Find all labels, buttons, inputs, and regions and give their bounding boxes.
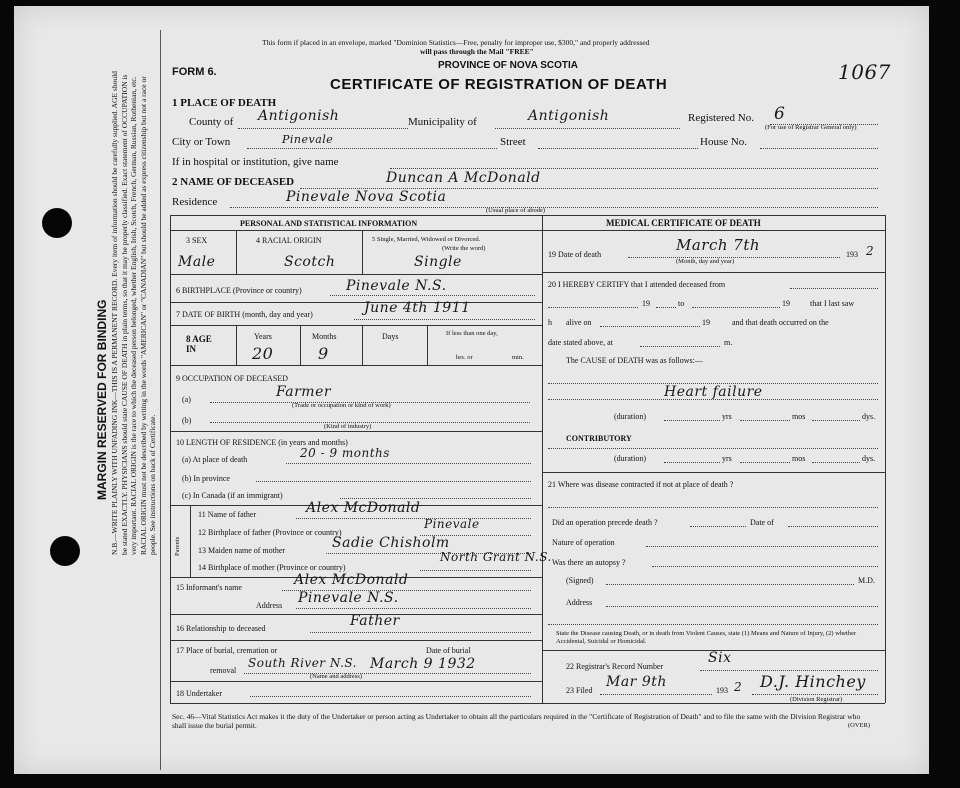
certificate-title: CERTIFICATE OF REGISTRATION OF DEATH xyxy=(330,76,668,93)
filed-year: 193 xyxy=(716,686,728,695)
registered-no: 6 xyxy=(774,104,786,124)
year-printed: 193 xyxy=(846,250,858,259)
autopsy-label: Was there an autopsy ? xyxy=(552,558,626,567)
date-of-label: Date of xyxy=(750,518,774,527)
mother-birthplace-label: 14 Birthplace of mother (Province or country) xyxy=(198,563,346,572)
record-label: 22 Registrar's Record Number xyxy=(566,662,664,671)
residence-note: (Usual place of abode) xyxy=(486,207,546,214)
burial-label: 17 Place of burial, cremation or xyxy=(176,646,278,655)
occupation-a-label: (a) xyxy=(182,395,191,404)
relationship-value: Father xyxy=(350,613,400,629)
relationship-label: 16 Relationship to deceased xyxy=(176,624,266,633)
date-death-note: (Month, day and year) xyxy=(676,258,735,265)
residence-value: Pinevale Nova Scotia xyxy=(286,189,447,205)
deceased-name-label: 2 NAME OF DECEASED xyxy=(172,176,295,188)
mother-label: 13 Maiden name of mother xyxy=(198,546,286,555)
over-label: (OVER) xyxy=(848,722,871,729)
contributory-label: CONTRIBUTORY xyxy=(566,434,632,443)
filed-label: 23 Filed xyxy=(566,686,593,695)
min-label: min. xyxy=(512,354,524,361)
birthplace-label: 6 BIRTHPLACE (Province or country) xyxy=(176,286,302,295)
dys-label: dys. xyxy=(862,412,876,421)
hrs-label: hrs. or xyxy=(456,354,473,361)
age-months: 9 xyxy=(318,344,329,363)
marital-note: (Write the word) xyxy=(442,245,486,252)
signed-label: (Signed) xyxy=(566,576,594,585)
informant-address: Pinevale N.S. xyxy=(298,590,399,606)
med-address-label: Address xyxy=(566,598,593,607)
undertaker-note: (Name and address) xyxy=(310,673,362,680)
dob-label: 7 DATE OF BIRTH (month, day and year) xyxy=(176,310,313,319)
age-years: 20 xyxy=(252,344,274,363)
deceased-name: Duncan A McDonald xyxy=(386,170,541,186)
occupation-b-label: (b) xyxy=(182,416,192,425)
md-label: M.D. xyxy=(858,576,875,585)
residence-length-label: 10 LENGTH OF RESIDENCE (in years and months) xyxy=(176,438,348,447)
age-label: 8 AGE IN xyxy=(186,334,212,354)
informant-value: Alex McDonald xyxy=(294,572,409,588)
house-label: House No. xyxy=(700,136,748,148)
residence-label: Residence xyxy=(172,196,218,208)
occupation-value: Farmer xyxy=(276,384,332,400)
medical-heading: MEDICAL CERTIFICATE OF DEATH xyxy=(606,218,761,228)
certify-label: 20 I HEREBY CERTIFY that I attended deceased from xyxy=(548,280,726,289)
days-label: Days xyxy=(382,332,399,341)
mother-value: Sadie Chisholm xyxy=(332,535,450,551)
date-burial-label: Date of burial xyxy=(426,646,471,655)
cause-value: Heart failure xyxy=(664,384,763,400)
date-death-label: 19 Date of death xyxy=(548,250,602,259)
binding-hole-top xyxy=(42,208,72,238)
corner-number: 1067 xyxy=(838,60,891,84)
occupation-b-note: (Kind of industry) xyxy=(324,423,372,430)
sex-label: 3 SEX xyxy=(186,236,208,245)
death-occurred-label: and that death occurred on the xyxy=(732,318,829,327)
parents-label: Parents xyxy=(174,536,181,556)
sec46-note: Sec. 46—Vital Statistics Act makes it the duty of the Undertaker or person acting as Undertaker to obtain all the particulars required in the "Certificate of Registration of Death" and to file the same with the Division Registrar who shall issue the burial permit. xyxy=(172,712,861,730)
marital-label: 5 Single, Married, Widowed or Divorced. xyxy=(372,236,481,243)
hospital-label: If in hospital or institution, give name xyxy=(172,156,339,168)
dob-value: June 4th 1911 xyxy=(364,300,471,316)
duration-label: (duration) xyxy=(614,412,646,421)
racial-label: 4 RACIAL ORIGIN xyxy=(256,236,322,245)
province-heading: PROVINCE OF NOVA SCOTIA xyxy=(438,60,579,71)
year-written: 2 xyxy=(866,244,875,258)
removal-label: removal xyxy=(210,666,237,675)
city-value: Pinevale xyxy=(282,133,334,146)
line-19: 19 xyxy=(642,299,650,308)
m-label: m. xyxy=(724,338,733,347)
margin-reserved-label: MARGIN RESERVED FOR BINDING xyxy=(95,299,109,500)
cause-label: The CAUSE of DEATH was as follows:— xyxy=(566,356,703,365)
county-label: County of xyxy=(189,116,234,128)
racial-value: Scotch xyxy=(284,254,336,270)
months-label: Months xyxy=(312,332,337,341)
violent-note: State the Disease causing Death, or in death from Violent Causes, state (1) Means and Nature of Injury, (2) whether Accidental, Suicidal or Homicidal. xyxy=(556,630,857,645)
mother-birthplace: North Grant N.S. xyxy=(440,550,552,564)
registrar-note: (For use of Registrar General only) xyxy=(765,124,857,131)
occupation-label: 9 OCCUPATION OF DECEASED xyxy=(176,374,288,383)
margin-instructions: N.B.—WRITE PLAINLY WITH UNFADING INK—THIS IS A PERMANENT RECORD. Every item of information should be carefully supplied. AGE should be stated EXACTLY. PHYSICIANS should state CAUSE OF DEATH in plain terms, so that it may be properly classified. Exact statement of OCCUPATION is very important. RACIAL ORIGIN is the race to which the deceased person belonged, whether English, Irish, Scotch, French, German, Russian, Ruthenian, etc. RACIAL ORIGIN must not be described by writing in the words "AMERICAN" or "CANADIAN" but should be added as express citizenship but not a race or people. See instructions on back of Certificate. xyxy=(110,71,157,555)
mos-label: mos xyxy=(792,412,806,421)
binding-hole-bottom xyxy=(50,536,80,566)
city-label: City or Town xyxy=(172,136,231,148)
duration-label-2: (duration) xyxy=(614,454,646,463)
line-19c: 19 xyxy=(702,318,710,327)
date-stated-label: date stated above, at xyxy=(548,338,613,347)
mail-notice-line2: will pass through the Mail "FREE" xyxy=(420,47,534,56)
father-birthplace: Pinevale xyxy=(424,517,480,531)
burial-place: South River N.S. xyxy=(248,656,357,670)
registered-label: Registered No. xyxy=(688,112,754,124)
informant-address-label: Address xyxy=(256,601,283,610)
registrar-signature: D.J. Hinchey xyxy=(760,672,866,691)
in-province-label: (b) In province xyxy=(182,474,230,483)
undertaker-label: 18 Undertaker xyxy=(176,689,222,698)
father-birthplace-label: 12 Birthplace of father (Province or country) xyxy=(198,528,342,537)
sex-value: Male xyxy=(178,254,216,270)
place-of-death-label: 1 PLACE OF DEATH xyxy=(172,97,277,109)
county-value: Antigonish xyxy=(258,108,340,124)
years-label: Years xyxy=(254,332,272,341)
dys-label-2: dys. xyxy=(862,454,876,463)
filed-year-written: 2 xyxy=(734,680,743,694)
yrs-label-2: yrs xyxy=(722,454,732,463)
street-label: Street xyxy=(500,136,526,148)
alive-on-label: alive on xyxy=(566,318,592,327)
in-canada-label: (c) In Canada (if an immigrant) xyxy=(182,491,283,500)
mos-label-2: mos xyxy=(792,454,806,463)
date-death: March 7th xyxy=(676,236,761,254)
at-place-label: (a) At place of death xyxy=(182,455,248,464)
yrs-label: yrs xyxy=(722,412,732,421)
last-saw-label: that I last saw xyxy=(810,299,855,308)
h-label: h xyxy=(548,318,552,327)
mail-notice-line1: This form if placed in an envelope, marked "Dominion Statistics—Free, penalty for improper use, $300," and properly addressed xyxy=(262,38,650,47)
line-to: to xyxy=(678,299,685,308)
contracted-label: 21 Where was disease contracted if not at place of death ? xyxy=(548,480,734,489)
father-label: 11 Name of father xyxy=(198,510,257,519)
form-number: FORM 6. xyxy=(172,66,217,78)
filed-date: Mar 9th xyxy=(606,674,667,690)
record-value: Six xyxy=(708,650,732,666)
birthplace-value: Pinevale N.S. xyxy=(346,278,447,294)
nature-label: Nature of operation xyxy=(552,538,615,547)
burial-date: March 9 1932 xyxy=(370,656,476,672)
municipality-value: Antigonish xyxy=(528,108,610,124)
at-place-value: 20 - 9 months xyxy=(300,446,390,460)
occupation-a-note: (Trade or occupation or kind of work) xyxy=(292,402,391,409)
division-registrar-note: (Division Registrar) xyxy=(790,696,843,703)
personal-heading: PERSONAL AND STATISTICAL INFORMATION xyxy=(240,219,418,228)
informant-label: 15 Informant's name xyxy=(176,583,242,592)
line-19b: 19 xyxy=(782,299,790,308)
marital-value: Single xyxy=(414,254,462,270)
operation-label: Did an operation precede death ? xyxy=(552,518,658,527)
less-day-label: If less than one day, xyxy=(446,330,498,337)
father-value: Alex McDonald xyxy=(306,500,421,516)
municipality-label: Municipality of xyxy=(408,116,477,128)
